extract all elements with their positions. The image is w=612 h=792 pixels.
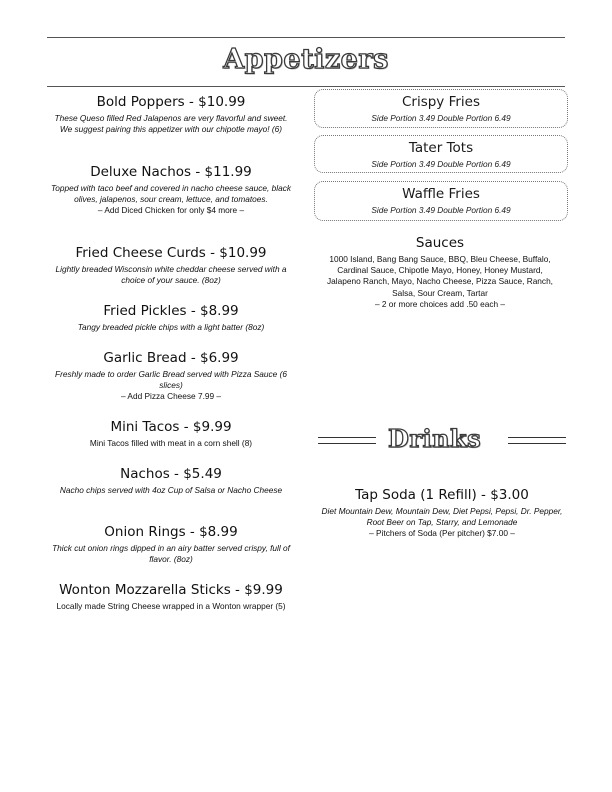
item-addon: – Add Pizza Cheese 7.99 – [120,391,222,402]
menu-item [48,582,294,612]
item-description: Nacho chips served with 4oz Cup of Salsa or Nacho Cheese [59,485,283,495]
item-name: Mini Tacos - $9.99 [110,419,232,435]
fries-portion: Side Portion 3.49 Double Portion 6.49 [371,159,511,169]
item-description: Thick cut onion rings dipped in an airy batter served crispy, full of flavor. (8oz) [52,543,290,565]
item-description: Locally made String Cheese wrapped in a Wonton wrapper (5) [56,601,286,611]
sauces-list: 1000 Island, Bang Bang Sauce, BBQ, Bleu Cheese, Buffalo, Cardinal Sauce, Chipotle Mayo, Honey, Honey Mustard, Jalapeno Ranch, Mayo, Nacho Cheese, Pizza Sauce, Ranch, Salsa, Sour Cream, Tartar [327,254,553,298]
menu-item [48,466,294,496]
fries-portion: Side Portion 3.49 Double Portion 6.49 [371,205,511,215]
item-description: Lightly breaded Wisconsin white cheddar cheese served with a choice of your sauce. (8oz) [55,264,287,286]
item-name: Tap Soda (1 Refill) - $3.00 [355,487,529,503]
fries-portion: Side Portion 3.49 Double Portion 6.49 [371,113,511,123]
menu-item [48,524,294,565]
fries-box-waffle [314,181,568,221]
drink-item [318,487,566,539]
fries-name: Tater Tots [408,140,474,156]
sauces-addon: – 2 or more choices add .50 each – [374,298,506,309]
item-description: Tangy breaded pickle chips with a light batter (8oz) [77,322,265,332]
item-name: Fried Pickles - $8.99 [103,303,239,319]
menu-item [48,419,294,449]
item-description: Freshly made to order Garlic Bread served with Pizza Sauce (6 slices) [55,369,287,391]
menu-item [48,303,294,333]
item-addon: – Add Diced Chicken for only $4 more – [97,205,245,216]
drinks-divider-right [508,437,566,444]
sauces-section [320,235,560,310]
item-name: Wonton Mozzarella Sticks - $9.99 [59,582,283,598]
item-description: Mini Tacos filled with meat in a corn shell (8) [89,438,253,448]
menu-item [48,245,294,286]
item-name: Fried Cheese Curds - $10.99 [75,245,267,261]
menu-item [48,94,294,135]
item-name: Deluxe Nachos - $11.99 [90,164,252,180]
item-name: Bold Poppers - $10.99 [96,94,246,110]
fries-name: Crispy Fries [401,94,481,110]
appetizers-title: Appetizers [223,44,389,75]
item-description: Diet Mountain Dew, Mountain Dew, Diet Pepsi, Pepsi, Dr. Pepper, Root Beer on Tap, Starry, and Lemonade [321,506,563,528]
title-divider [47,86,565,87]
sauces-title: Sauces [415,235,465,251]
menu-item [48,350,294,402]
drinks-divider-left [318,437,376,444]
top-divider [47,37,565,38]
item-name: Garlic Bread - $6.99 [103,350,239,366]
fries-box-crispy [314,89,568,128]
item-addon: – Pitchers of Soda (Per pitcher) $7.00 – [369,528,515,539]
drinks-title: Drinks [388,424,482,453]
item-name: Nachos - $5.49 [120,466,222,482]
item-description: Topped with taco beef and covered in nacho cheese sauce, black olives, jalapenos, sour cream, lettuce, and tomatoes. [50,183,291,205]
fries-box-tater [314,135,568,173]
menu-item [48,164,294,216]
fries-name: Waffle Fries [402,186,480,202]
item-description: These Queso filled Red Jalapenos are very flavorful and sweet. We suggest pairing this appetizer with our chipotle mayo! (6) [54,113,288,135]
item-name: Onion Rings - $8.99 [104,524,238,540]
